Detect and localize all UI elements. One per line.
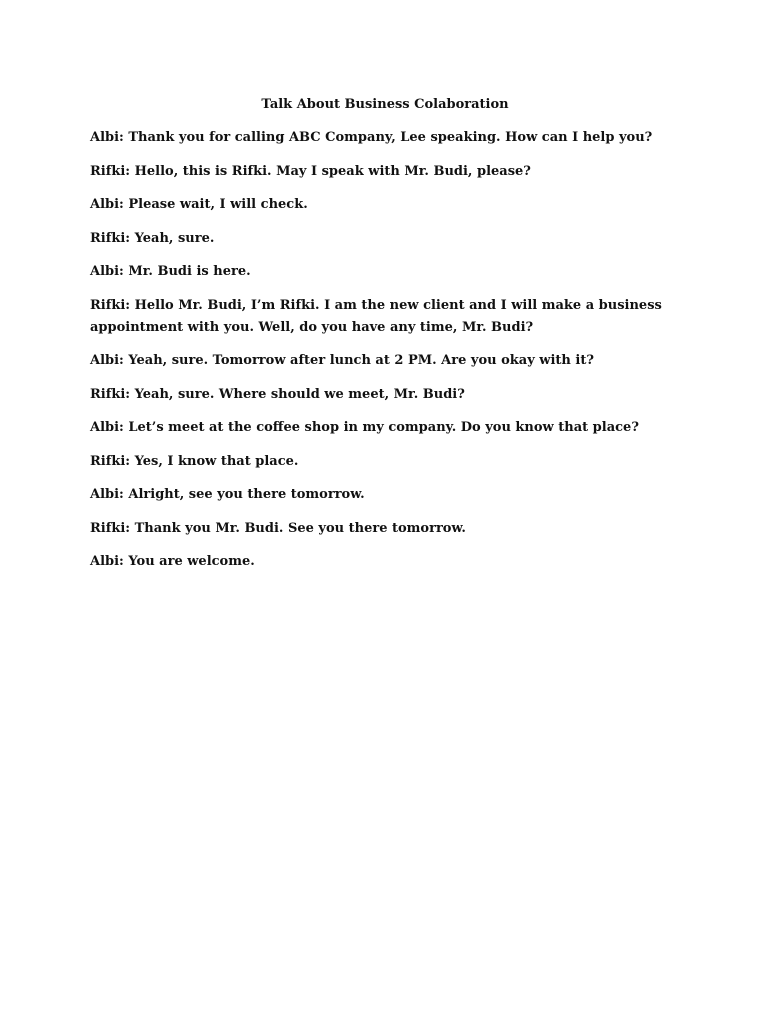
dialogue-line: Rifki: Yeah, sure. bbox=[90, 230, 215, 246]
dialogue-line: Albi: Let’s meet at the coffee shop in my company. Do you know that place? bbox=[90, 420, 639, 435]
dialogue-line: Rifki: Yes, I know that place. bbox=[90, 453, 299, 469]
dialogue-line: Albi: Please wait, I will check. bbox=[90, 197, 308, 212]
dialogue-line: Albi: Mr. Budi is here. bbox=[90, 264, 251, 279]
dialogue-line: Albi: Alright, see you there tomorrow. bbox=[90, 487, 365, 502]
document-body bbox=[90, 94, 690, 585]
dialogue-line: Albi: Thank you for calling ABC Company, Lee speaking. How can I help you? bbox=[90, 130, 653, 145]
dialogue-line: Rifki: Thank you Mr. Budi. See you there tomorrow. bbox=[90, 520, 466, 536]
dialogue-line: Rifki: Hello Mr. Budi, I’m Rifki. I am the new client and I will make a business appointment with you. Well, do you have any time, Mr. Budi? bbox=[90, 297, 662, 335]
dialogue-line: Albi: Yeah, sure. Tomorrow after lunch at 2 PM. Are you okay with it? bbox=[90, 353, 594, 368]
dialogue-line: Albi: You are welcome. bbox=[90, 554, 255, 569]
dialogue-line: Rifki: Hello, this is Rifki. May I speak with Mr. Budi, please? bbox=[90, 163, 531, 179]
document-title: Talk About Business Colaboration bbox=[261, 97, 509, 112]
dialogue-line: Rifki: Yeah, sure. Where should we meet, Mr. Budi? bbox=[90, 386, 465, 402]
